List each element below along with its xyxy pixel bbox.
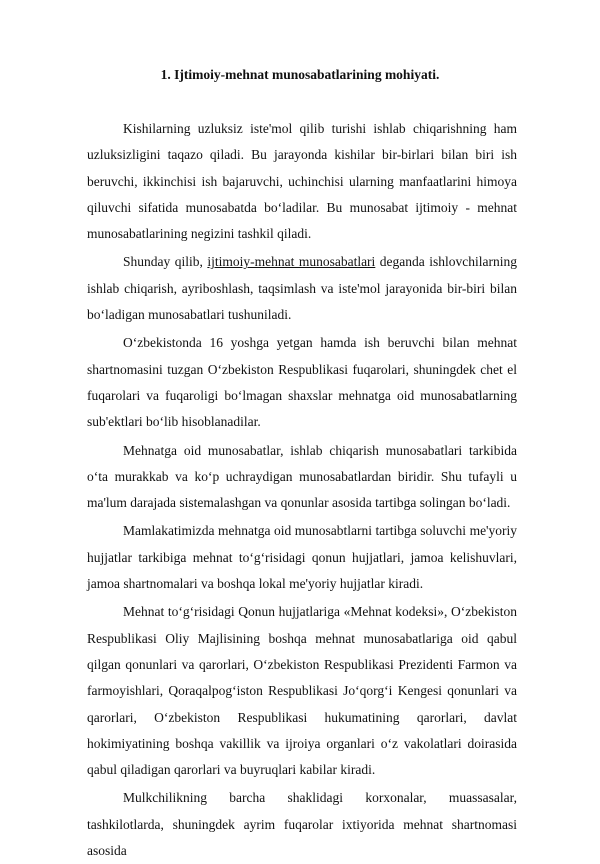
section-title: 1. Ijtimoiy-mehnat munosabatlarining mohiyati. xyxy=(160,67,440,82)
paragraph-2-rest: deganda ishlovchilarning ishlab chiqarish, ayriboshlash, taqsimlash va iste'mol jarayonida bir-biri bilan bo‘ladigan munosabatlari tushuniladi. xyxy=(87,254,517,323)
paragraph-2-lead: Shunday qilib, xyxy=(123,254,208,270)
paragraph-4: Mehnatga oid munosabatlar, ishlab chiqarish munosabatlari tarkibida o‘ta murakkab va ko‘p uchraydigan munosabatlardan biridir. Shu tufayli u ma'lum darajada sistemalashgan va qonunlar asosida tartibga solingan bo‘ladi. xyxy=(87,442,517,511)
paragraph-6: Mehnat to‘g‘risidagi Qonun hujjatlariga «Mehnat kodeksi», O‘zbekiston Respublikasi Oliy Majlisining boshqa mehnat munosabatlariga oid qabul qilgan qonunlari va qarorlari, O‘zbekiston Respublikasi Prezidenti Farmon va farmoyishlari, Qoraqalpog‘iston Respublikasi Jo‘qorg‘i Kengesi qonunlari va qarorlari, O‘zbekiston Respublikasi hukumatining qarorlari, davlat hokimiyatining boshqa vakillik va ijroiya organlari o‘z vakolatlari doirasida qabul qiladigan qarorlari va buyruqlari kabilar kiradi. xyxy=(87,604,517,778)
paragraph-5: Mamlakatimizda mehnatga oid munosabtlarni tartibga soluvchi me'yoriy hujjatlar tarkibiga mehnat to‘g‘risidagi qonun hujjatlari, jamoa kelishuvlari, jamoa shartnomalari va boshqa lokal me'yoriy hujjatlar kiradi. xyxy=(87,523,517,592)
paragraph-2 xyxy=(87,249,517,328)
paragraph-3: O‘zbekistonda 16 yoshga yetgan hamda ish beruvchi bilan mehnat shartnomasini tuzgan O‘zbekiston Respublikasi fuqarolari, shuningdek chet el fuqarolari va fuqaroligi bo‘lmagan shaxslar mehnatga oid munosabatlarning sub'ektlari bo‘lib hisoblanadilar. xyxy=(87,335,517,430)
defined-term: ijtimoiy-mehnat munosabatlari xyxy=(207,254,376,270)
paragraph-1: Kishilarning uzluksiz iste'mol qilib turishi ishlab chiqarishning ham uzluksizligini taqazo qiladi. Bu jarayonda kishilar bir-birlari bilan biri ish beruvchi, ikkinchisi ish bajaruvchi, uchinchisi ularning manfaatlarini himoya qiluvchi sifatida munosabatda bo‘ladilar. Bu munosabat ijtimoiy - mehnat munosabatlarining negizini tashkil qiladi. xyxy=(87,121,517,242)
paragraph-7: Mulkchilikning barcha shaklidagi korxonalar, muassasalar, tashkilotlarda, shuningdek ayrim fuqarolar ixtiyorida mehnat shartnomasi asosida xyxy=(87,790,517,859)
body-text xyxy=(87,116,517,864)
